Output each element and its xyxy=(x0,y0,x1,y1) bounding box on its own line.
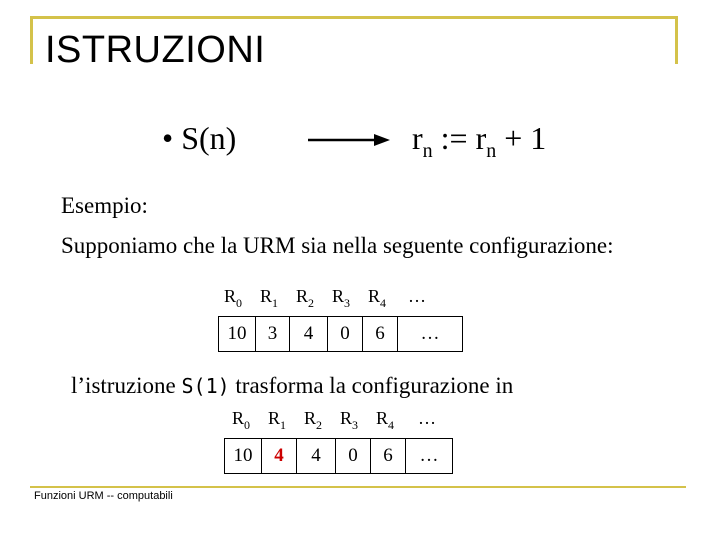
register-cell-1: 4 xyxy=(262,439,297,474)
register-cell-2: 4 xyxy=(297,439,336,474)
register-symbol: r xyxy=(475,120,487,156)
register-label: $R_0$ xyxy=(224,286,243,310)
register-cell-0: 10 xyxy=(225,439,262,474)
register-cell-ellipsis: … xyxy=(406,439,453,474)
register-cell-2: 4 xyxy=(290,317,328,352)
register-cell-4: 6 xyxy=(371,439,406,474)
footer-label: Funzioni URM -- computabili xyxy=(34,490,173,502)
transform-text-post: trasforma la configurazione in xyxy=(229,373,514,398)
instruction-rule xyxy=(162,118,236,158)
register-cell-3: 0 xyxy=(336,439,371,474)
long-right-arrow-icon xyxy=(308,133,390,147)
register-cell-ellipsis: … xyxy=(398,317,463,352)
register-label: $R_4$ xyxy=(368,286,387,310)
table-row xyxy=(219,317,463,352)
configuration-after-table xyxy=(224,438,453,474)
register-symbol: r xyxy=(412,120,423,156)
register-label: $R_3$ xyxy=(340,408,359,432)
register-cell-1: 3 xyxy=(256,317,290,352)
table-row xyxy=(225,439,453,474)
frame-top-line xyxy=(30,16,678,19)
transform-sentence xyxy=(71,372,513,400)
increment-expression: + 1 xyxy=(504,120,547,156)
register-cell-0: 10 xyxy=(219,317,256,352)
register-label: $R_3$ xyxy=(332,286,351,310)
register-label: $R_1$ xyxy=(260,286,279,310)
register-label: $R_0$ xyxy=(232,408,251,432)
slide-title: ISTRUZIONI xyxy=(45,29,266,71)
frame-left-line xyxy=(30,16,33,64)
configuration-intro: Supponiamo che la URM sia nella seguente configurazione: xyxy=(61,233,614,258)
register-label: $R_1$ xyxy=(268,408,287,432)
example-label: Esempio: xyxy=(61,193,148,218)
register-label: $R_2$ xyxy=(304,408,323,432)
configuration-before-table xyxy=(218,316,463,352)
register-ellipsis: … xyxy=(418,408,436,428)
register-cell-4: 6 xyxy=(363,317,398,352)
register-subscript: n xyxy=(422,140,433,162)
instruction-code: S(1) xyxy=(181,374,230,398)
frame-bottom-line xyxy=(30,486,686,488)
transform-text-pre: l’istruzione xyxy=(71,373,182,398)
register-label: $R_2$ xyxy=(296,286,315,310)
instruction-name: S(n) xyxy=(181,120,237,156)
register-header-after xyxy=(232,407,436,431)
register-cell-3: 0 xyxy=(328,317,363,352)
register-ellipsis: … xyxy=(408,286,426,306)
bullet-glyph: • xyxy=(162,120,174,156)
register-label: $R_4$ xyxy=(376,408,395,432)
register-header-before xyxy=(224,285,426,309)
assign-operator: := xyxy=(440,120,468,156)
register-subscript: n xyxy=(486,140,497,162)
instruction-effect xyxy=(412,118,546,163)
frame-right-line xyxy=(675,16,678,64)
